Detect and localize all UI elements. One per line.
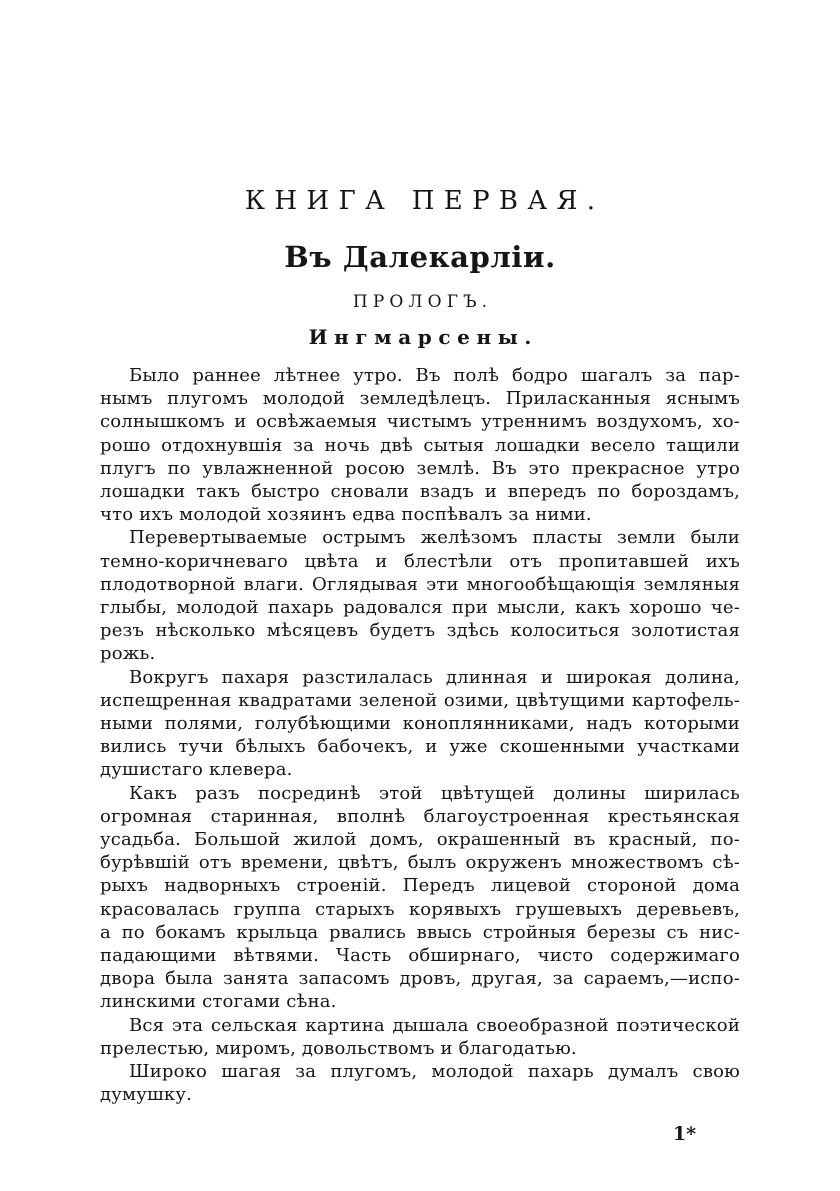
signature-mark: 1* bbox=[672, 1122, 696, 1145]
paragraph bbox=[100, 526, 740, 665]
text-line: испещренная квадратами зеленой озими, цвѣтущими картофель- bbox=[100, 689, 740, 711]
body-text bbox=[100, 364, 740, 1107]
text-line: прелестью, миромъ, довольствомъ и благодатью. bbox=[100, 1037, 577, 1059]
text-line: Было раннее лѣтнее утро. Въ полѣ бодро шагалъ за пар- bbox=[129, 365, 740, 386]
text-line: рожь. bbox=[100, 643, 156, 665]
paragraph bbox=[100, 782, 740, 1014]
text-line: красовалась группа старыхъ корявыхъ грушевыхъ деревьевъ, bbox=[100, 898, 740, 920]
text-line: нымъ плугомъ молодой земледѣлецъ. Приласканныя яснымъ bbox=[100, 388, 740, 410]
text-line: Какъ разъ посрединѣ этой цвѣтущей долины ширилась bbox=[129, 782, 740, 804]
text-line: ными полями, голубѣющими коноплянниками, надъ которыми bbox=[100, 713, 740, 735]
text-line: лошадки такъ быстро сновали взадъ и впередъ по бороздамъ, bbox=[100, 481, 740, 503]
text-line: двора была занята запасомъ дровъ, другая, за сараемъ,—испо- bbox=[100, 968, 740, 990]
text-line: Вокругъ пахаря разстилалась длинная и широкая долина, bbox=[129, 666, 740, 688]
text-line: линскими стогами сѣна. bbox=[100, 991, 337, 1013]
book-title: КНИГА ПЕРВАЯ. bbox=[244, 186, 605, 216]
text-line: огромная старинная, вполнѣ благоустроенная крестьянская bbox=[100, 805, 740, 827]
text-line: душистаго клевера. bbox=[100, 759, 293, 781]
text-line: что ихъ молодой хозяинъ едва поспѣвалъ за ними. bbox=[100, 504, 592, 526]
part-title: Въ Далекарліи. bbox=[284, 240, 556, 274]
text-line: а по бокамъ крыльца рвались ввысь стройныя березы съ нис- bbox=[100, 921, 740, 943]
page-content bbox=[100, 186, 740, 1145]
text-line: Перевертываемые острымъ желѣзомъ пласты земли были bbox=[129, 527, 740, 549]
text-line: усадьба. Большой жилой домъ, окрашенный въ красный, по- bbox=[100, 829, 740, 851]
text-line: рыхъ надворныхъ строеній. Передъ лицевой стороной дома bbox=[100, 875, 740, 897]
paragraph bbox=[100, 1060, 740, 1106]
text-line: солнышкомъ и освѣжаемыя чистымъ утреннимъ воздухомъ, хо- bbox=[100, 411, 740, 433]
paragraph bbox=[100, 666, 740, 782]
text-line: вились тучи бѣлыхъ бабочекъ, и уже скошенными участками bbox=[100, 736, 740, 758]
paragraph bbox=[100, 1014, 740, 1060]
text-line: плугъ по увлажненной росою землѣ. Въ это прекрасное утро bbox=[100, 457, 740, 479]
prologue-heading: ПРОЛОГЪ. bbox=[352, 292, 493, 312]
text-line: Широко шагая за плугомъ, молодой пахарь думалъ свою bbox=[129, 1061, 740, 1083]
text-line: глыбы, молодой пахарь радовался при мысли, какъ хорошо че- bbox=[100, 597, 740, 619]
text-line: темно-коричневаго цвѣта и блестѣли отъ пропитавшей ихъ bbox=[100, 550, 740, 572]
paragraph bbox=[100, 364, 740, 526]
text-line: думушку. bbox=[100, 1084, 193, 1106]
text-line: плодотворной влаги. Оглядывая эти многообѣщающія земляныя bbox=[100, 573, 740, 595]
text-line: рошо отдохнувшія за ночь двѣ сытыя лошадки весело тащили bbox=[100, 434, 740, 456]
text-line: резъ нѣсколько мѣсяцевъ будетъ здѣсь колоситься золотистая bbox=[100, 620, 740, 642]
text-line: падающими вѣтвями. Часть обширнаго, чисто содержимаго bbox=[100, 945, 740, 967]
text-line: бурѣвшій отъ времени, цвѣтъ, былъ окруженъ множествомъ сѣ- bbox=[100, 852, 740, 874]
text-line: Вся эта сельская картина дышала своеобразной поэтической bbox=[129, 1014, 740, 1036]
chapter-heading: Ингмарсены. bbox=[308, 325, 538, 349]
